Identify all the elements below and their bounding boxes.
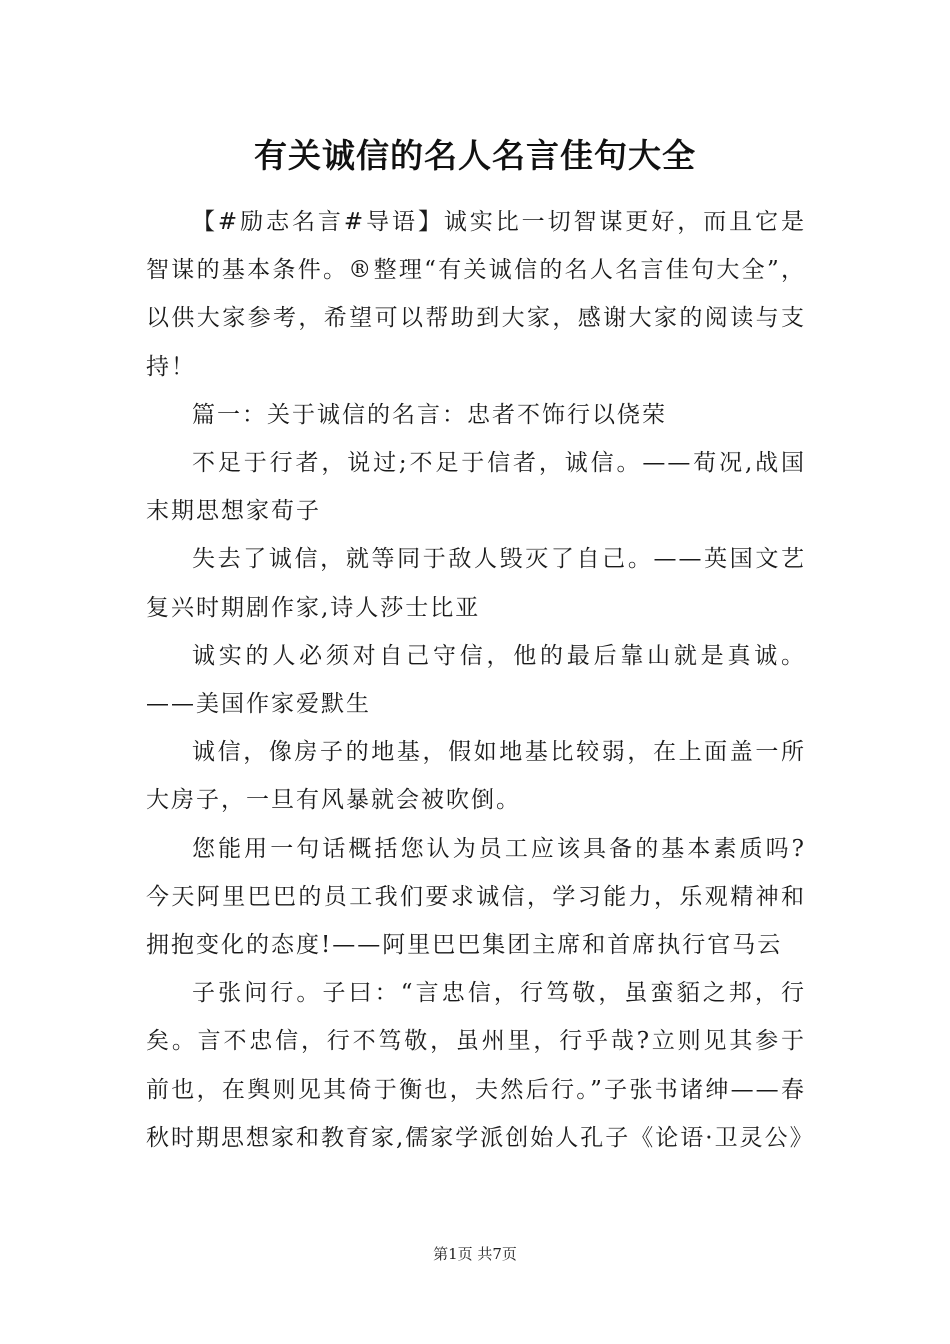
- document-body: [146, 198, 815, 1162]
- quote-paragraph: 诚信，像房子的地基，假如地基比较弱，在上面盖一所大房子，一旦有风暴就会被吹倒。: [146, 739, 806, 814]
- quote-paragraph: 失去了诚信，就等同于敌人毁灭了自己。——英国文艺复兴时期剧作家,诗人莎士比亚: [146, 546, 806, 621]
- section-heading: 篇一：关于诚信的名言：忠者不饰行以侥荣: [192, 401, 667, 428]
- quote-paragraph: 诚实的人必须对自己守信，他的最后靠山就是真诚。——美国作家爱默生: [146, 642, 806, 718]
- quote-paragraph: 子张问行。子曰：“言忠信，行笃敬，虽蛮貊之邦，行矣。言不忠信，行不笃敬，虽州里，行乎哉?立则见其参于前也，在舆则见其倚于衡也，夫然后行。”子张书诸绅——春秋时期思想家和教育家,儒家学派创始人孔子《论语·卫灵公》: [146, 980, 815, 1151]
- document-title: 有关诚信的名人名言佳句大全: [254, 136, 696, 175]
- page-number-footer: 第1页 共7页: [433, 1245, 517, 1263]
- intro-paragraph: 【#励志名言#导语】诚实比一切智谋更好，而且它是智谋的基本条件。®整理“有关诚信的名人名言佳句大全”，以供大家参考，希望可以帮助到大家，感谢大家的阅读与支持！: [146, 209, 806, 380]
- quote-paragraph: 不足于行者，说过;不足于信者，诚信。——荀况,战国末期思想家荀子: [146, 450, 806, 525]
- quote-paragraph: 您能用一句话概括您认为员工应该具备的基本素质吗?今天阿里巴巴的员工我们要求诚信，学习能力，乐观精神和拥抱变化的态度!——阿里巴巴集团主席和首席执行官马云: [146, 835, 806, 959]
